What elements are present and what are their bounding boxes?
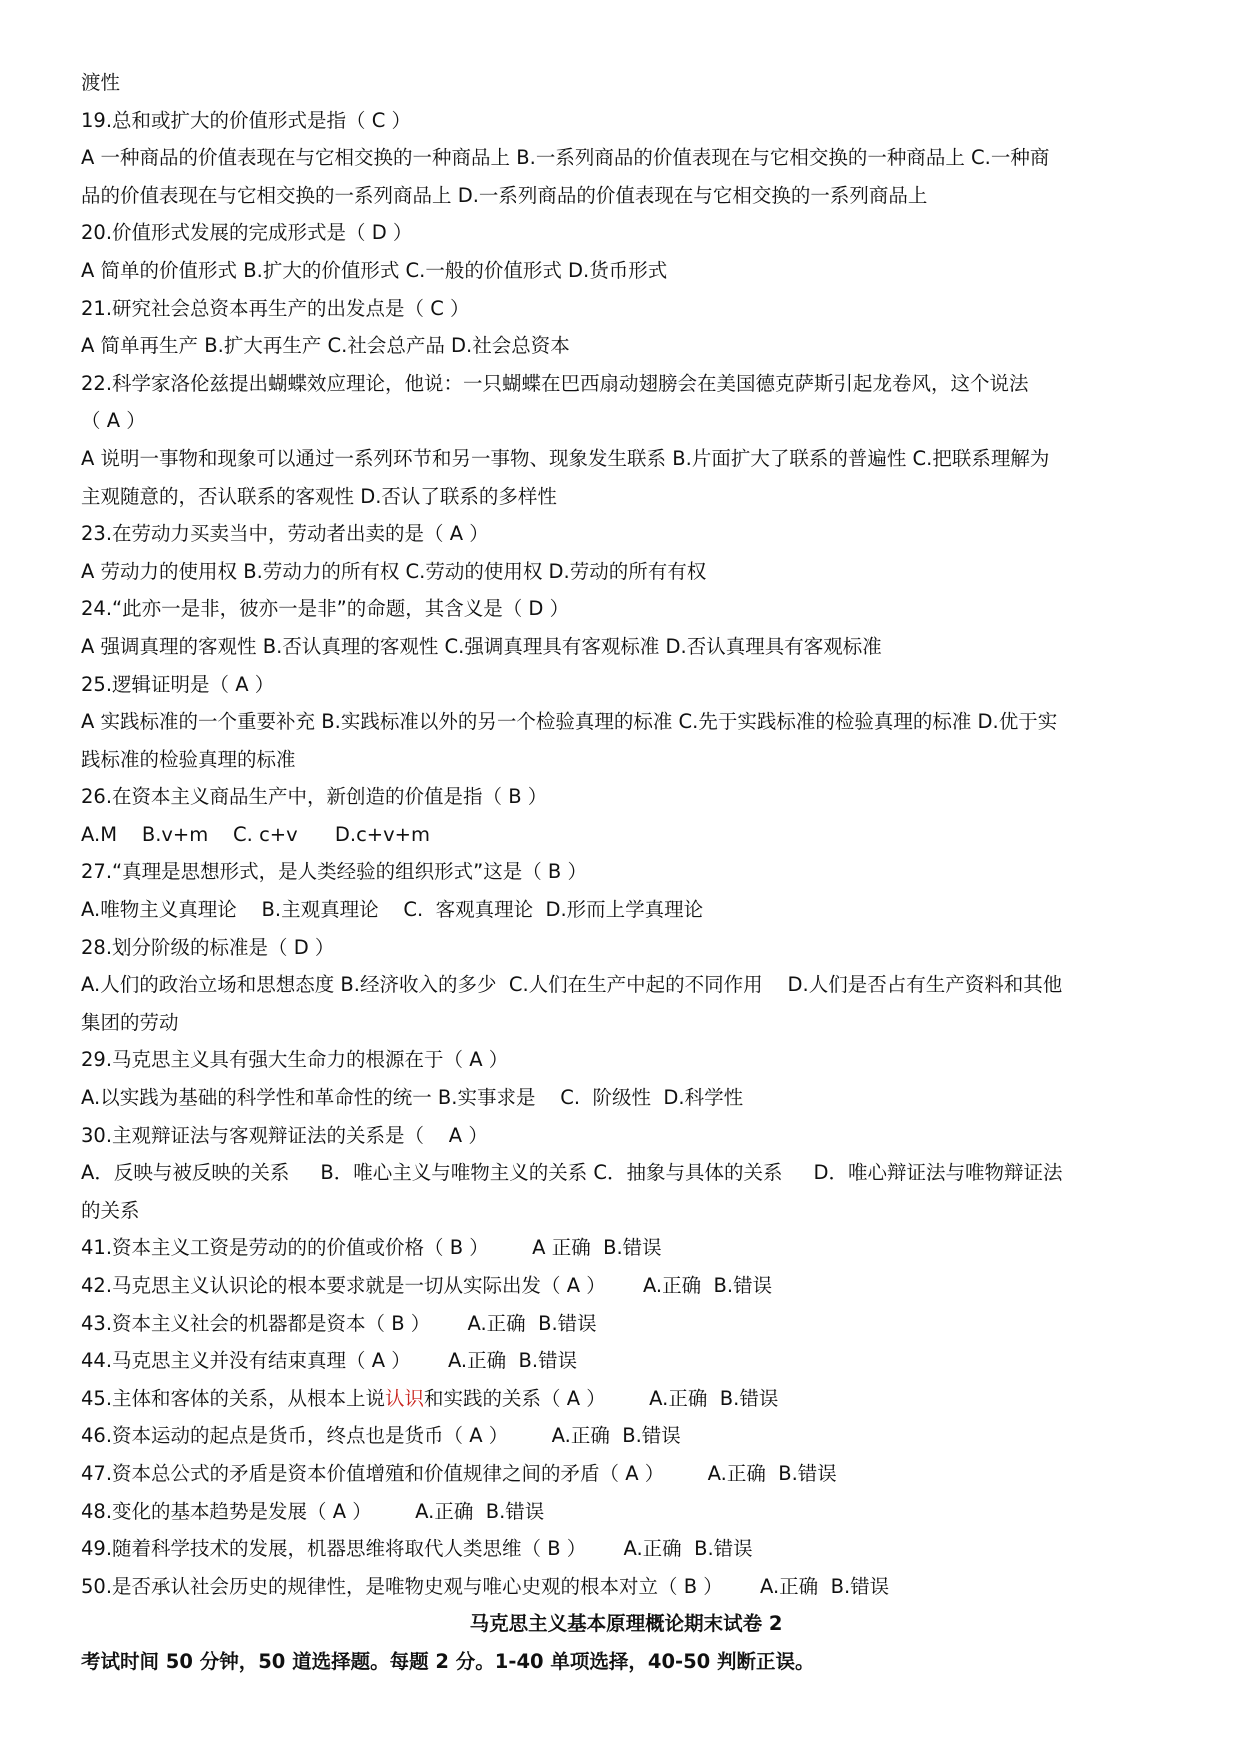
text-line: 41.资本主义工资是劳动的的价值或价格（ B ） A 正确 B.错误 (81, 1236, 662, 1260)
text-line: 47.资本总公式的矛盾是资本价值增殖和价值规律之间的矛盾（ A ） A.正确 B.错误 (81, 1461, 837, 1485)
text-line: 44.马克思主义并没有结束真理（ A ） A.正确 B.错误 (81, 1349, 578, 1373)
text-line: A 简单的价值形式 B.扩大的价值形式 C.一般的价值形式 D.货币形式 (81, 258, 668, 282)
text-line: 43.资本主义社会的机器都是资本（ B ） A.正确 B.错误 (81, 1311, 597, 1335)
text-line: 24.“此亦一是非，彼亦一是非”的命题，其含义是（ D ） (81, 597, 570, 621)
text-line: 27.“真理是思想形式，是人类经验的组织形式”这是（ B ） (81, 860, 587, 884)
question-lines-continued (81, 1417, 1171, 1605)
text-line: 21.研究社会总资本再生产的出发点是（ C ） (81, 296, 470, 320)
text-line: 20.价值形式发展的完成形式是（ D ） (81, 221, 413, 245)
text-line: 50.是否承认社会历史的规律性，是唯物史观与唯心史观的根本对立（ B ） A.正确 B.错误 (81, 1574, 890, 1598)
highlighted-word: 认识 (385, 1386, 425, 1410)
text-line: 29.马克思主义具有强大生命力的根源在于（ A ） (81, 1048, 509, 1072)
text-line: A 强调真理的客观性 B.否认真理的客观性 C.强调真理具有客观标准 D.否认真理具有客观标准 (81, 634, 882, 658)
exam-instructions: 考试时间 50 分钟，50 道选择题。每题 2 分。1-40 单项选择，40-50 判断正误。 (81, 1649, 815, 1673)
text-line: 的关系 (81, 1198, 140, 1222)
text-line: （ A ） (81, 409, 146, 433)
text-line: 22.科学家洛伦兹提出蝴蝶效应理论，他说：一只蝴蝶在巴西扇动翅膀会在美国德克萨斯引起龙卷风，这个说法 (81, 371, 1029, 395)
text-line: A 简单再生产 B.扩大再生产 C.社会总产品 D.社会总资本 (81, 334, 570, 358)
text-line: A.M B.v+m C. c+v D.c+v+m (81, 822, 431, 846)
text-line: 49.随着科学技术的发展，机器思维将取代人类思维（ B ） A.正确 B.错误 (81, 1537, 753, 1561)
text-line: A 实践标准的一个重要补充 B.实践标准以外的另一个检验真理的标准 C.先于实践标准的检验真理的标准 D.优于实 (81, 710, 1058, 734)
text-line: A．反映与被反映的关系 B．唯心主义与唯物主义的关系 C．抽象与具体的关系 D．唯心辩证法与唯物辩证法 (81, 1161, 1063, 1185)
text-line: A 劳动力的使用权 B.劳动力的所有权 C.劳动的使用权 D.劳动的所有有权 (81, 559, 707, 583)
text-line: A.唯物主义真理论 B.主观真理论 C. 客观真理论 D.形而上学真理论 (81, 898, 704, 922)
text-line: 品的价值表现在与它相交换的一系列商品上 D.一系列商品的价值表现在与它相交换的一系列商品上 (81, 183, 928, 207)
question-45-text-after: 和实践的关系（ A ） A.正确 B.错误 (424, 1386, 779, 1410)
text-line: 28.划分阶级的标准是（ D ） (81, 935, 335, 959)
section-title: 马克思主义基本原理概论期末试卷 2 (469, 1612, 783, 1636)
question-lines (81, 64, 1171, 1380)
text-line: 48.变化的基本趋势是发展（ A ） A.正确 B.错误 (81, 1499, 545, 1523)
text-line: 23.在劳动力买卖当中，劳动者出卖的是（ A ） (81, 522, 489, 546)
text-line: 渡性 (81, 71, 121, 94)
text-line: A.人们的政治立场和思想态度 B.经济收入的多少 C.人们在生产中起的不同作用 D.人们是否占有生产资料和其他 (81, 973, 1063, 997)
text-line: 46.资本运动的起点是货币，终点也是货币（ A ） A.正确 B.错误 (81, 1424, 681, 1448)
text-line: A 一种商品的价值表现在与它相交换的一种商品上 B.一系列商品的价值表现在与它相交换的一种商品上 C.一种商 (81, 146, 1050, 170)
text-line: 践标准的检验真理的标准 (81, 747, 296, 771)
text-line: 42.马克思主义认识论的根本要求就是一切从实际出发（ A ） A.正确 B.错误 (81, 1274, 773, 1297)
text-line: 主观随意的，否认联系的客观性 D.否认了联系的多样性 (81, 484, 557, 508)
text-line: A 说明一事物和现象可以通过一系列环节和另一事物、现象发生联系 B.片面扩大了联系的普遍性 C.把联系理解为 (81, 446, 1050, 470)
question-45 (81, 1380, 1171, 1418)
text-line: 19.总和或扩大的价值形式是指（ C ） (81, 108, 412, 132)
question-45-text-before: 45.主体和客体的关系，从根本上说 (81, 1386, 386, 1410)
document-page (81, 64, 1171, 1681)
text-line: 26.在资本主义商品生产中，新创造的价值是指（ B ） (81, 785, 548, 809)
text-line: 30.主观辩证法与客观辩证法的关系是（ A ） (81, 1123, 488, 1147)
text-line: 集团的劳动 (81, 1010, 179, 1034)
text-line: 25.逻辑证明是（ A ） (81, 672, 275, 696)
text-line: A.以实践为基础的科学性和革命性的统一 B.实事求是 C. 阶级性 D.科学性 (81, 1086, 744, 1110)
